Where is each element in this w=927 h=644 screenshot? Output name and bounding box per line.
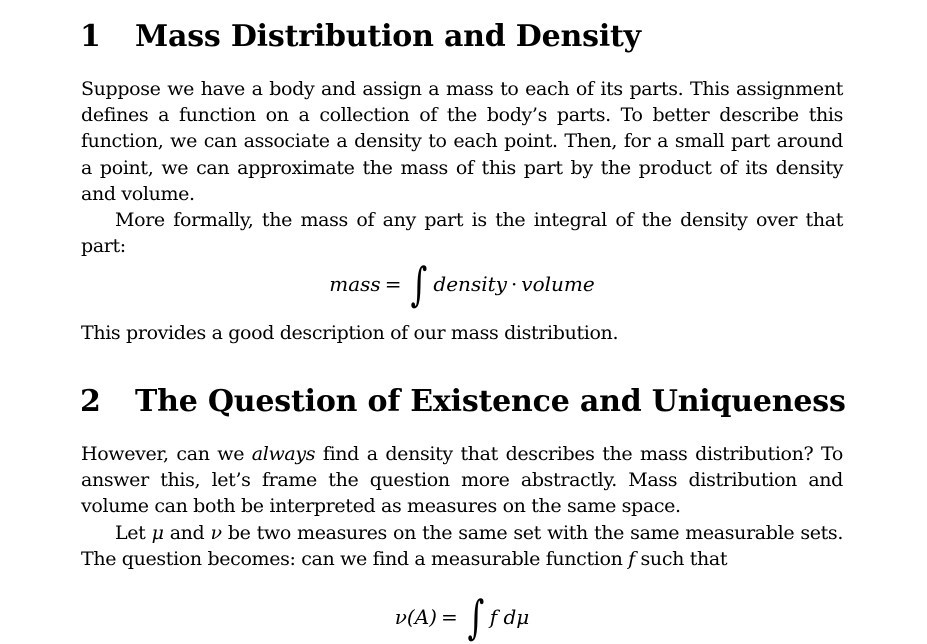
eq-lhs-mass: mass	[329, 272, 381, 296]
eq-equals: =	[384, 272, 402, 296]
section-2-number: 2	[80, 384, 101, 419]
section-1-number: 1	[80, 19, 101, 54]
eq2-integral-sign: ∫	[467, 590, 485, 644]
section-1-paragraph-1: Suppose we have a body and assign a mass to each of its parts. This assignment defines a function on a collection of the body’s parts. To better describe this function, we can associate a density to each point. Then, for a small part around a point, we can approximate the mass of this part by the product of its density and volume.	[81, 78, 843, 205]
eq-density: density	[433, 272, 507, 296]
eq2-equals: =	[440, 605, 458, 629]
p2-text-4: such that	[634, 548, 728, 571]
section-1-paragraph-2: More formally, the mass of any part is the integral of the density over that part:	[81, 209, 843, 258]
section-1-heading	[80, 19, 641, 55]
eq2-lhs: ν(A)	[394, 605, 437, 629]
p2-text-3: be two measures on the same set with the same measurable sets. The question becomes: can we find a measurable function	[81, 522, 844, 571]
p1-text-before: However, can we	[81, 443, 252, 465]
p2-text-2: and	[163, 522, 211, 544]
p2-nu: ν	[210, 522, 222, 544]
eq-dot: ·	[510, 272, 518, 296]
section-2-title: The Question of Existence and Uniqueness	[135, 384, 846, 419]
eq-volume: volume	[521, 272, 595, 296]
p2-mu: μ	[151, 522, 164, 544]
p1-text-after: find a density that describes the mass distribution? To answer this, let’s frame the question more abstractly. Mass distribution and volume can both be interpreted as measures on the same space.	[81, 443, 843, 518]
mass-equation	[81, 257, 843, 311]
section-1-title: Mass Distribution and Density	[135, 19, 641, 54]
integral-sign: ∫	[411, 257, 428, 311]
section-2-heading	[80, 384, 846, 420]
p2-text-1: Let	[115, 522, 152, 544]
section-2-paragraph-1	[81, 441, 843, 520]
section-1-paragraph-3: This provides a good description of our mass distribution.	[81, 322, 619, 344]
p2-f: f	[628, 548, 635, 571]
p1-emphasis-always: always	[251, 443, 316, 465]
section-2-paragraph-2	[81, 520, 843, 572]
measure-equation	[81, 590, 843, 644]
eq2-rhs: f dμ	[489, 605, 530, 629]
